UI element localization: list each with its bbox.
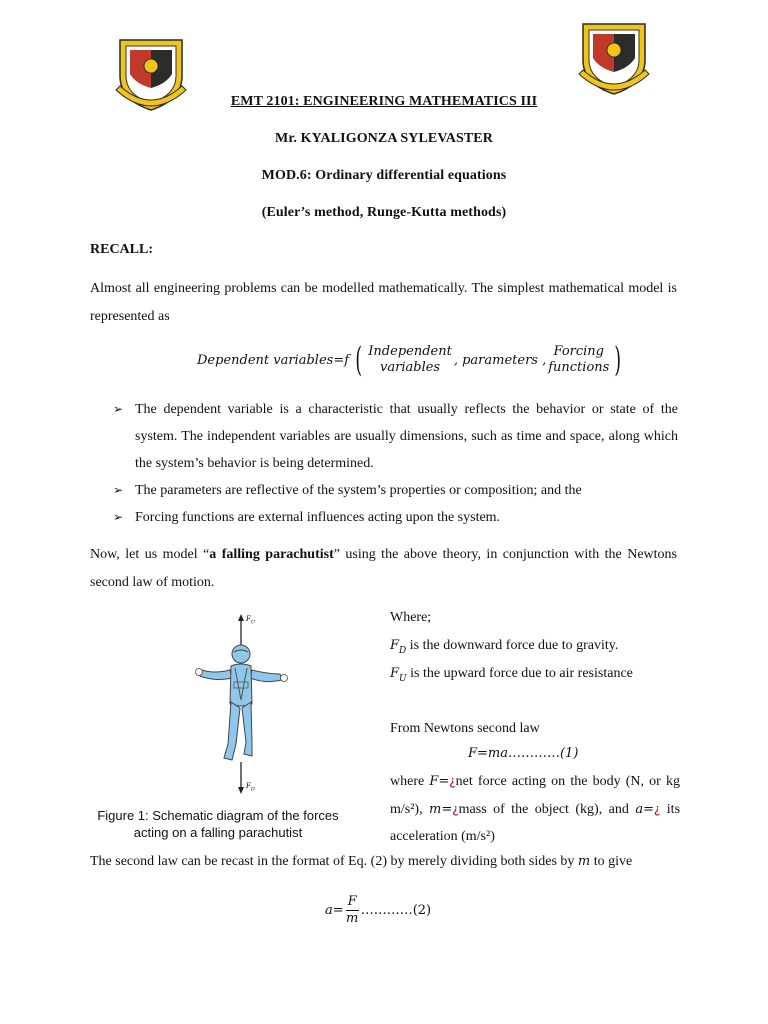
fraction-independent-variables: Independent variables <box>368 344 452 375</box>
arrow-bullet-icon: ➢ <box>113 510 124 524</box>
equation-parameters: , parameters , <box>453 352 547 368</box>
fu-definition: $F_U$ is the upward force due to air resistance <box>390 666 633 684</box>
model-paragraph: Now, let us model “a falling parachutist” using the above theory, in conjunction with the Newtons second law of motion. <box>90 547 677 590</box>
fd-definition: $F_D$ is the downward force due to gravity. <box>390 638 619 656</box>
fraction-f-over-m: $\frac{F}{m}$ <box>346 893 359 926</box>
parachutist-figure <box>190 612 296 798</box>
university-crest-right <box>575 14 653 100</box>
arrow-bullet-icon: ➢ <box>113 483 124 497</box>
main-equation: Dependent variables = f ( Independent variables , parameters , Forcing functions ) <box>197 340 622 380</box>
bullet-item: ➢ The dependent variable is a characteristic that usually reflects the behavior or state of the system. The independent variables are usually dimensions, such as time and space, along which the system’s behavior is being determined. <box>113 396 678 480</box>
force-down-label: $F_D$ <box>246 782 255 793</box>
force-definitions: where F=¿net force acting on the body (N, or kg m/s²), m=¿mass of the object (kg), and a=¿ its acceleration (m/s²) <box>390 774 681 844</box>
arrow-bullet-icon: ➢ <box>113 402 124 416</box>
recall-heading: RECALL: <box>90 242 154 257</box>
lecturer-name: Mr. KYALIGONZA SYLEVASTER <box>275 131 493 146</box>
fraction-forcing-functions: Forcing functions <box>548 344 610 375</box>
equation-equals: = <box>333 352 345 368</box>
recast-paragraph: The second law can be recast in the format of Eq. (2) by merely dividing both sides by m to give <box>90 854 633 869</box>
equation-1: F=ma…………(1) <box>468 746 579 761</box>
figure-caption: Figure 1: Schematic diagram of the forces acting on a falling parachutist <box>97 808 339 840</box>
equation-f: f <box>344 352 350 368</box>
course-title: EMT 2101: ENGINEERING MATHEMATICS III <box>230 94 538 109</box>
bullet-item: ➢ Forcing functions are external influences acting upon the system. <box>113 504 678 531</box>
equation-lhs: Dependent variables <box>197 352 334 368</box>
force-up-label: $F_U$ <box>246 615 256 626</box>
equation-2: a= $\frac{F}{m}$ …………(2) <box>325 893 432 926</box>
newton-law-label: From Newtons second law <box>390 721 540 736</box>
module-title: MOD.6: Ordinary differential equations <box>261 168 507 183</box>
where-label: Where; <box>390 610 432 625</box>
intro-paragraph: Almost all engineering problems can be modelled mathematically. The simplest mathematical model is represented as <box>90 281 677 324</box>
bullet-item: ➢ The parameters are reflective of the system’s properties or composition; and the <box>113 477 678 504</box>
module-subtitle: (Euler’s method, Runge-Kutta methods) <box>261 205 507 220</box>
